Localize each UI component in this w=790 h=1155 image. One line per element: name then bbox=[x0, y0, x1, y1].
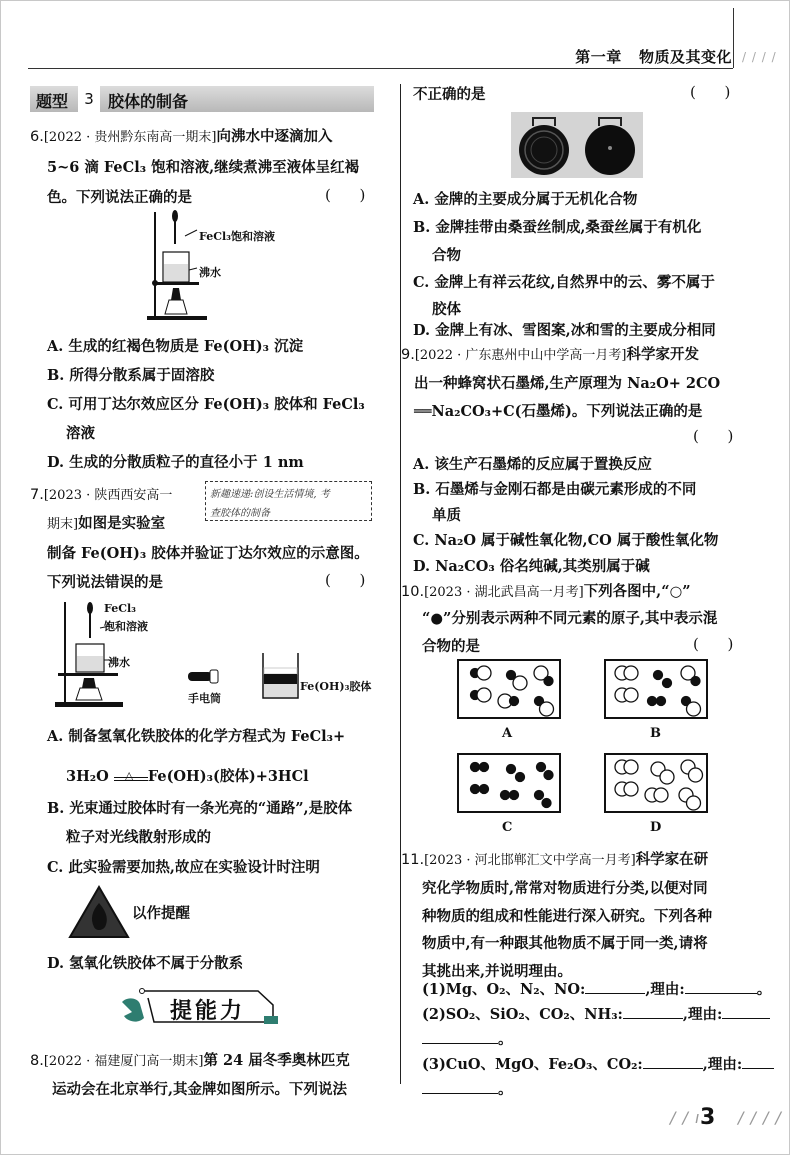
flashlight-head bbox=[210, 670, 218, 683]
tip-callout bbox=[205, 481, 372, 521]
chapter-number: 第一章 bbox=[575, 48, 622, 66]
question-text: 第 24 届冬季奥林匹克 bbox=[203, 1052, 350, 1069]
q11-item-2-cont bbox=[422, 1028, 513, 1049]
item-text: (2)SO₂、SiO₂、CO₂、NH₃: bbox=[422, 1006, 623, 1023]
molecule-box-c[interactable] bbox=[457, 753, 561, 813]
option-a: A. 生成的红褐色物质是 Fe(OH)₃ 沉淀 bbox=[47, 338, 304, 355]
molecule bbox=[645, 788, 668, 802]
q11-line-4: 物质中,有一种跟其他物质不属于同一类,请将 bbox=[422, 935, 708, 952]
reason-line[interactable] bbox=[722, 1006, 770, 1019]
answer-line[interactable] bbox=[643, 1056, 703, 1069]
molecule-box-label-d: D bbox=[650, 820, 662, 835]
black-atom bbox=[516, 773, 525, 782]
q10-line-2: “●”分别表示两种不同元素的原子,其中表示混 bbox=[422, 610, 718, 627]
section-number: 3 bbox=[78, 86, 100, 112]
white-atom bbox=[660, 770, 674, 784]
reason-line-cont[interactable] bbox=[422, 1031, 498, 1044]
boiling-apparatus-figure bbox=[145, 210, 325, 322]
tip-text-1: 新趣速递:创设生活情境, 考 bbox=[210, 489, 330, 500]
molecule bbox=[534, 666, 553, 686]
question-source: [2023 · 河北邯郸汇文中学高一月考] bbox=[424, 853, 636, 868]
molecule bbox=[471, 763, 489, 772]
white-atom bbox=[624, 782, 638, 796]
reason-label: ,理由: bbox=[702, 1056, 743, 1073]
black-atom bbox=[537, 763, 546, 772]
option-d: D. 金牌上有冰、雪图案,冰和雪的主要成分相同 bbox=[413, 322, 716, 339]
period: 。 bbox=[498, 1031, 513, 1048]
option-a: A. 制备氢氧化铁胶体的化学方程式为 FeCl₃+ bbox=[47, 728, 346, 745]
section-heading bbox=[30, 86, 374, 112]
white-atom bbox=[513, 676, 527, 690]
option-a: A. 该生产石墨烯的反应属于置换反应 bbox=[413, 456, 652, 473]
question-number: 6. bbox=[30, 129, 44, 145]
option-a: A. 金牌的主要成分属于无机化合物 bbox=[413, 191, 638, 208]
question-number: 7. bbox=[30, 487, 44, 503]
molecule bbox=[615, 688, 638, 702]
footer-hatch-right: / / / / bbox=[738, 1108, 782, 1127]
header-rule bbox=[28, 68, 733, 69]
black-atom bbox=[691, 677, 700, 686]
reason-label: ,理由: bbox=[682, 1006, 723, 1023]
black-atom bbox=[542, 799, 551, 808]
question-text: 科学家在研 bbox=[635, 851, 709, 868]
question-number: 8. bbox=[30, 1053, 44, 1069]
equation-reactant: 3H₂O bbox=[66, 768, 109, 785]
figure-label-dropper: FeCl₃饱和溶液 bbox=[199, 230, 275, 243]
question-number: 11. bbox=[401, 852, 425, 868]
section-title: 胶体的制备 bbox=[108, 92, 189, 111]
q8-line-2: 运动会在北京举行,其金牌如图所示。下列说法 bbox=[52, 1081, 348, 1098]
black-atom bbox=[471, 763, 480, 772]
q11-line-3: 种物质的组成和性能进行深入研究。下列各种 bbox=[422, 908, 712, 925]
molecule bbox=[615, 760, 638, 774]
alcohol-lamp bbox=[165, 300, 187, 314]
option-b-cont: 合物 bbox=[432, 247, 461, 264]
q7-line-4: 下列说法错误的是 bbox=[47, 574, 163, 591]
figure-label-water: 沸水 bbox=[199, 266, 221, 279]
option-d: D. Na₂CO₃ 俗名纯碱,其类别属于碱 bbox=[413, 558, 650, 575]
option-d: D. 生成的分散质粒子的直径小于 1 nm bbox=[47, 454, 304, 471]
item-text: (3)CuO、MgO、Fe₂O₃、CO₂: bbox=[422, 1056, 643, 1073]
q11-item-1 bbox=[422, 978, 771, 999]
option-c: C. 可用丁达尔效应区分 Fe(OH)₃ 胶体和 FeCl₃ bbox=[47, 396, 365, 413]
question-text: 下列各图中,“○” bbox=[583, 583, 691, 600]
q11-item-3-cont bbox=[422, 1078, 513, 1099]
question-text: 科学家开发 bbox=[626, 346, 699, 363]
molecule bbox=[501, 791, 519, 800]
header-corner-line bbox=[733, 8, 734, 68]
question-number: 9. bbox=[401, 347, 415, 363]
question-source: [2023 · 陕西西安高一 bbox=[43, 488, 173, 503]
black-atom bbox=[507, 765, 516, 774]
option-b: B. 光束通过胶体时有一条光亮的“通路”,是胶体 bbox=[47, 800, 353, 817]
tip-text-2: 查胶体的制备 bbox=[210, 508, 270, 519]
option-c-cont: 溶液 bbox=[66, 425, 95, 442]
option-b: B. 金牌挂带由桑蚕丝制成,桑蚕丝属于有机化 bbox=[413, 219, 702, 236]
q8-line-3: 不正确的是 bbox=[413, 86, 486, 103]
figure-label-water: 沸水 bbox=[108, 656, 130, 669]
white-atom bbox=[624, 688, 638, 702]
question-source: [2022 · 广东惠州中山中学高一月考] bbox=[414, 348, 627, 363]
beaker-water bbox=[77, 656, 103, 671]
answer-line[interactable] bbox=[585, 981, 645, 994]
black-atom bbox=[544, 677, 553, 686]
molecule bbox=[507, 765, 525, 782]
molecule bbox=[681, 666, 700, 686]
black-atom bbox=[663, 679, 672, 688]
molecule bbox=[681, 760, 703, 782]
black-atom bbox=[657, 697, 666, 706]
molecule bbox=[471, 785, 489, 794]
question-source: [2023 · 湖北武昌高一月考] bbox=[424, 585, 584, 600]
question-source: [2022 · 贵州黔东南高一期末] bbox=[43, 130, 217, 145]
white-atom bbox=[654, 788, 668, 802]
q9-line-1 bbox=[401, 343, 699, 364]
q7-line-1 bbox=[30, 484, 172, 503]
answer-blank[interactable]: ( ) bbox=[325, 186, 366, 204]
option-c: C. Na₂O 属于碱性氧化物,CO 属于酸性氧化物 bbox=[413, 532, 719, 549]
section-label: 题型 bbox=[36, 92, 69, 111]
equation-product: Fe(OH)₃(胶体)+3HCl bbox=[147, 768, 309, 785]
q11-item-2 bbox=[422, 1003, 770, 1024]
banner-title: 提能力 bbox=[170, 999, 246, 1024]
q10-line-1 bbox=[401, 580, 691, 601]
black-atom bbox=[544, 771, 553, 780]
q11-line-2: 究化学物质时,常常对物质进行分类,以便对同 bbox=[422, 880, 708, 897]
molecule bbox=[471, 666, 492, 680]
molecule-box-label-a: A bbox=[502, 726, 513, 741]
period: 。 bbox=[498, 1081, 513, 1098]
flammable-warning-icon bbox=[68, 885, 130, 939]
white-atom bbox=[477, 688, 491, 702]
running-header bbox=[575, 46, 732, 67]
black-atom bbox=[510, 697, 519, 706]
page-number: 3 bbox=[700, 1105, 716, 1130]
q10-line-3: 合物的是 bbox=[422, 638, 480, 655]
molecule bbox=[471, 688, 492, 702]
figure-label-fecl3: FeCl₃ bbox=[104, 602, 136, 615]
header-hatch-decoration: / / / / bbox=[742, 50, 777, 64]
figure-label-colloid: Fe(OH)₃胶体 bbox=[300, 680, 372, 693]
stand-base bbox=[55, 702, 123, 707]
q8-line-1 bbox=[30, 1049, 350, 1070]
q9-line-3: ══Na₂CO₃+C(石墨烯)。下列说法正确的是 bbox=[414, 403, 703, 420]
q11-item-3 bbox=[422, 1053, 774, 1074]
answer-line[interactable] bbox=[623, 1006, 683, 1019]
option-c: C. 金牌上有祥云花纹,自然界中的云、雾不属于 bbox=[413, 274, 715, 291]
black-atom bbox=[471, 785, 480, 794]
molecule-box-label-c: C bbox=[502, 820, 513, 835]
molecule-box-a[interactable] bbox=[457, 659, 561, 719]
option-b: B. 所得分散系属于固溶胶 bbox=[47, 367, 215, 384]
molecule bbox=[537, 763, 554, 780]
question-text: 向沸水中逐滴加入 bbox=[216, 128, 333, 145]
molecule-box-d[interactable] bbox=[604, 753, 708, 813]
q11-line-5: 其挑出来,并说明理由。 bbox=[422, 963, 573, 980]
flashlight-body bbox=[188, 672, 212, 681]
answer-blank[interactable]: ( ) bbox=[325, 571, 366, 589]
white-atom bbox=[689, 768, 703, 782]
q7-line-2 bbox=[47, 512, 165, 533]
q7-line-3: 制备 Fe(OH)₃ 胶体并验证丁达尔效应的示意图。 bbox=[47, 545, 369, 562]
beaker-water bbox=[164, 264, 188, 281]
molecule bbox=[679, 788, 701, 810]
reason-line-cont[interactable] bbox=[422, 1081, 498, 1094]
q9-line-2: 出一种蜂窝状石墨烯,生产原理为 Na₂O+ 2CO bbox=[414, 375, 721, 392]
q6-line-1 bbox=[30, 125, 332, 146]
molecule-box-label-b: B bbox=[650, 726, 661, 741]
molecule bbox=[651, 762, 674, 784]
white-atom bbox=[687, 702, 701, 716]
molecule bbox=[615, 666, 638, 680]
heat-condition: △ bbox=[124, 769, 134, 782]
white-atom bbox=[540, 702, 554, 716]
item-text: (1)Mg、O₂、N₂、NO: bbox=[422, 981, 586, 998]
figure-label-solution: 饱和溶液 bbox=[104, 620, 148, 633]
black-atom bbox=[501, 791, 510, 800]
question-source: [2022 · 福建厦门高一期末] bbox=[43, 1054, 204, 1069]
skill-banner bbox=[118, 988, 278, 1026]
period: 。 bbox=[756, 981, 772, 998]
black-atom bbox=[480, 785, 489, 794]
alcohol-lamp bbox=[76, 688, 102, 700]
reason-label: ,理由: bbox=[645, 981, 685, 998]
answer-blank[interactable]: ( ) bbox=[693, 635, 734, 653]
question-text: 如图是实验室 bbox=[78, 515, 166, 532]
white-atom bbox=[624, 666, 638, 680]
black-atom bbox=[648, 697, 657, 706]
chapter-title: 物质及其变化 bbox=[638, 48, 732, 66]
gold-medal-photo bbox=[511, 112, 643, 178]
option-b-cont: 单质 bbox=[432, 507, 461, 524]
black-atom bbox=[510, 791, 519, 800]
molecule bbox=[654, 671, 672, 688]
option-b-cont: 粒子对光线散射形成的 bbox=[66, 829, 211, 846]
q6-line-2: 5~6 滴 FeCl₃ 饱和溶液,继续煮沸至液体呈红褐 bbox=[47, 159, 360, 176]
molecule bbox=[682, 697, 701, 717]
molecule bbox=[498, 694, 519, 708]
option-c-cont: 胶体 bbox=[432, 301, 461, 318]
molecule bbox=[648, 697, 666, 706]
white-atom bbox=[624, 760, 638, 774]
option-a-equation bbox=[66, 765, 309, 786]
ring-support bbox=[58, 673, 118, 676]
black-atom bbox=[654, 671, 663, 680]
black-atom bbox=[480, 763, 489, 772]
question-number: 10. bbox=[401, 584, 425, 600]
black-atom bbox=[535, 791, 544, 800]
reason-line[interactable] bbox=[685, 981, 757, 994]
option-c: C. 此实验需要加热,故应在实验设计时注明 bbox=[47, 859, 320, 876]
molecule bbox=[615, 782, 638, 796]
q11-line-1 bbox=[401, 848, 708, 869]
white-atom bbox=[687, 796, 701, 810]
molecule bbox=[507, 671, 528, 691]
stand-base bbox=[147, 316, 207, 320]
footer-hatch-left: / / ı bbox=[670, 1108, 701, 1127]
option-b: B. 石墨烯与金刚石都是由碳元素形成的不同 bbox=[413, 481, 697, 498]
q6-line-3: 色。下列说法正确的是 bbox=[47, 189, 192, 206]
question-source-cont: 期末] bbox=[47, 517, 79, 532]
white-atom bbox=[477, 666, 491, 680]
molecule bbox=[535, 697, 554, 717]
molecule bbox=[535, 791, 552, 808]
ring-support bbox=[153, 282, 199, 285]
reason-line[interactable] bbox=[742, 1056, 774, 1069]
answer-blank[interactable]: ( ) bbox=[690, 83, 731, 101]
figure-label-flashlight: 手电筒 bbox=[188, 692, 221, 705]
warning-label: 以作提醒 bbox=[132, 905, 190, 922]
answer-blank[interactable]: ( ) bbox=[693, 427, 734, 445]
option-d: D. 氢氧化铁胶体不属于分散系 bbox=[47, 955, 244, 972]
molecule-box-b[interactable] bbox=[604, 659, 708, 719]
wrench-icon bbox=[118, 996, 148, 1024]
